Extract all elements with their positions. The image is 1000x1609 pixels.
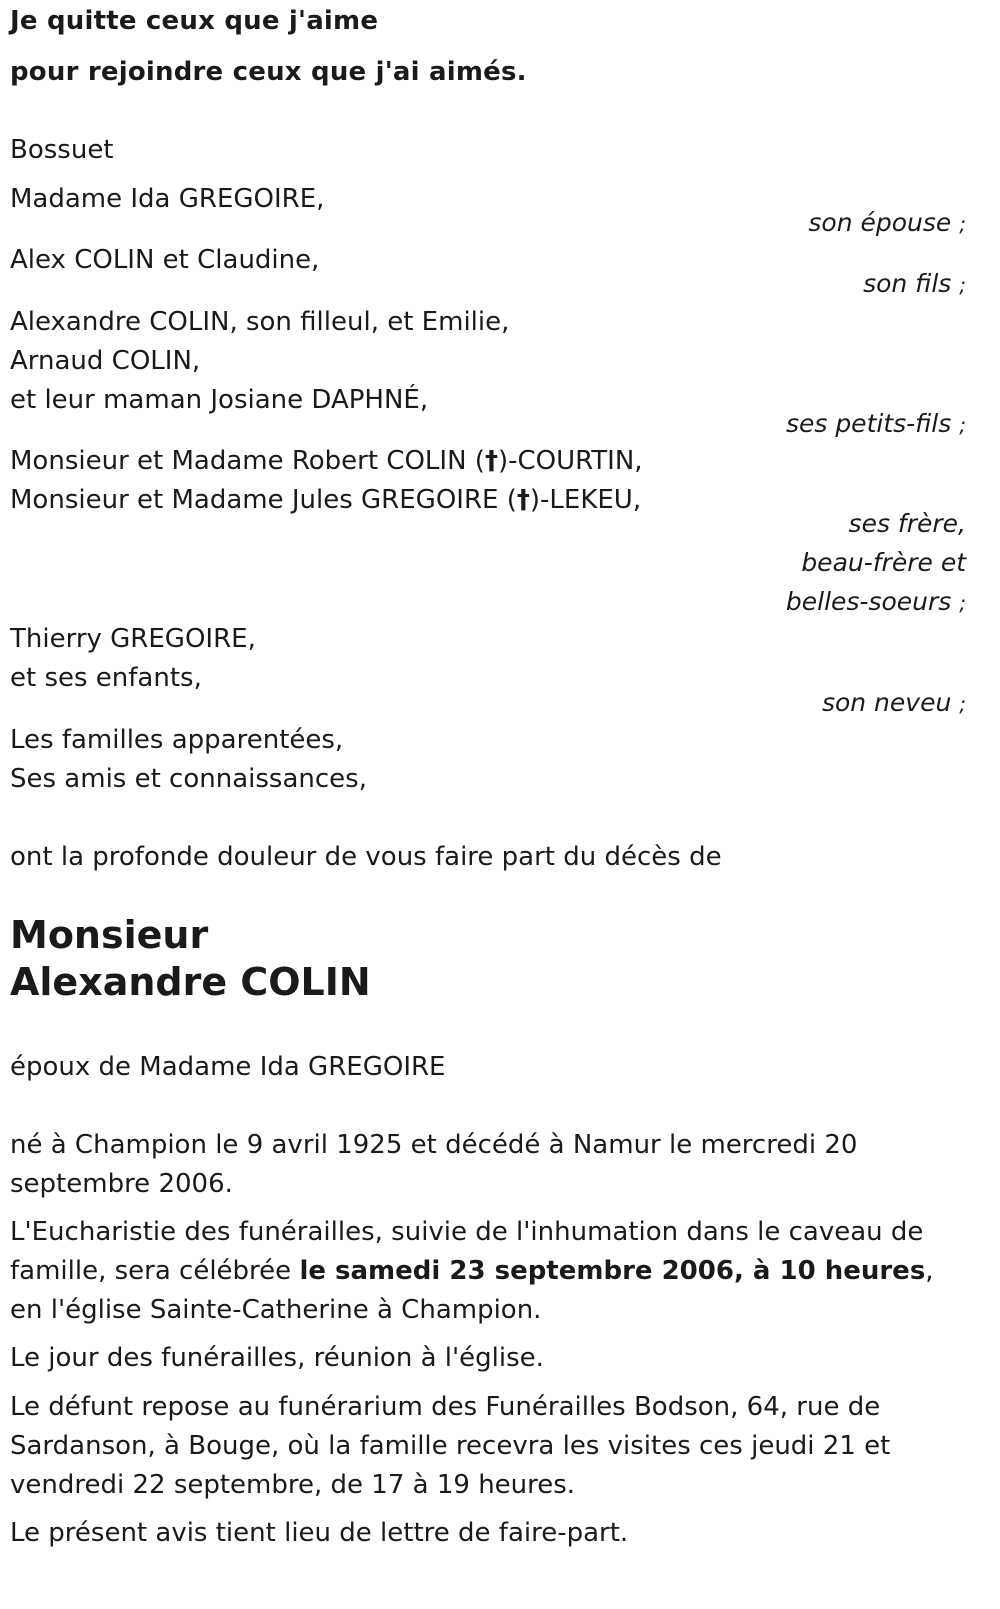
relation-grandsons-text: ses petits-fils bbox=[785, 409, 952, 438]
family-thierry-1: Thierry GREGOIRE, bbox=[10, 624, 256, 654]
relation-thierry bbox=[822, 683, 966, 724]
family-alex: Alex COLIN et Claudine, bbox=[10, 245, 320, 275]
semicolon: ; bbox=[959, 692, 966, 716]
relation-alex bbox=[863, 264, 966, 305]
relation-siblings-1: ses frère, bbox=[848, 509, 966, 538]
relation-alex-text: son fils bbox=[863, 269, 952, 298]
funeral-paragraph bbox=[10, 1213, 970, 1330]
cross-icon: † bbox=[516, 485, 530, 515]
deceased-title: Monsieur bbox=[10, 913, 209, 957]
family-robert-suffix: )-COURTIN, bbox=[497, 446, 643, 476]
family-robert bbox=[10, 442, 643, 481]
family-jules-suffix: )-LEKEU, bbox=[529, 485, 642, 515]
family-jules bbox=[10, 481, 641, 520]
visitation-paragraph: Le défunt repose au funérarium des Funérailles Bodson, 64, rue de Sardanson, à Bouge, où la famille recevra les visites ces jeudi 21 et vendredi 22 septembre, de 17 à 19 heures. bbox=[10, 1392, 891, 1500]
epigraph-line-2: pour rejoindre ceux que j'ai aimés. bbox=[10, 57, 527, 87]
family-grandson-2: Arnaud COLIN, bbox=[10, 346, 201, 376]
relation-siblings-3-text: belles-soeurs bbox=[785, 587, 952, 616]
epigraph-author: Bossuet bbox=[10, 135, 114, 165]
cross-icon: † bbox=[484, 446, 498, 476]
meeting-paragraph: Le jour des funérailles, réunion à l'église. bbox=[10, 1343, 544, 1373]
relation-siblings-3 bbox=[786, 582, 966, 623]
semicolon: ; bbox=[959, 591, 966, 615]
funeral-text-after: , en l'église Sainte-Catherine à Champion. bbox=[10, 1256, 934, 1325]
funeral-date: le samedi 23 septembre 2006, à 10 heures bbox=[299, 1256, 926, 1286]
relation-thierry-text: son neveu bbox=[821, 688, 952, 717]
family-robert-prefix: Monsieur et Madame Robert COLIN ( bbox=[10, 446, 485, 476]
family-jules-prefix: Monsieur et Madame Jules GREGOIRE ( bbox=[10, 485, 517, 515]
family-ida: Madame Ida GREGOIRE, bbox=[10, 184, 325, 214]
funeral-text-before: L'Eucharistie des funérailles, suivie de l'inhumation dans le caveau de famille, sera célébrée bbox=[10, 1217, 924, 1286]
relation-siblings-2: beau-frère et bbox=[801, 548, 966, 577]
relation-ida-text: son épouse bbox=[808, 208, 952, 237]
birth-death-paragraph: né à Champion le 9 avril 1925 et décédé à Namur le mercredi 20 septembre 2006. bbox=[10, 1130, 858, 1199]
announcement: ont la profonde douleur de vous faire part du décès de bbox=[10, 842, 722, 872]
family-thierry-2: et ses enfants, bbox=[10, 663, 202, 693]
family-others-1: Les familles apparentées, bbox=[10, 725, 344, 755]
deceased-name: Alexandre COLIN bbox=[10, 960, 371, 1004]
family-grandson-1: Alexandre COLIN, son filleul, et Emilie, bbox=[10, 307, 510, 337]
epigraph-line-1: Je quitte ceux que j'aime bbox=[10, 6, 379, 36]
relation-ida bbox=[808, 203, 966, 244]
semicolon: ; bbox=[959, 413, 966, 437]
semicolon: ; bbox=[959, 273, 966, 297]
relation-grandsons bbox=[786, 404, 966, 445]
spouse-line: époux de Madame Ida GREGOIRE bbox=[10, 1052, 446, 1082]
family-others-2: Ses amis et connaissances, bbox=[10, 764, 367, 794]
family-grandson-3: et leur maman Josiane DAPHNÉ, bbox=[10, 385, 429, 415]
notice-paragraph: Le présent avis tient lieu de lettre de faire-part. bbox=[10, 1518, 629, 1548]
semicolon: ; bbox=[959, 212, 966, 236]
